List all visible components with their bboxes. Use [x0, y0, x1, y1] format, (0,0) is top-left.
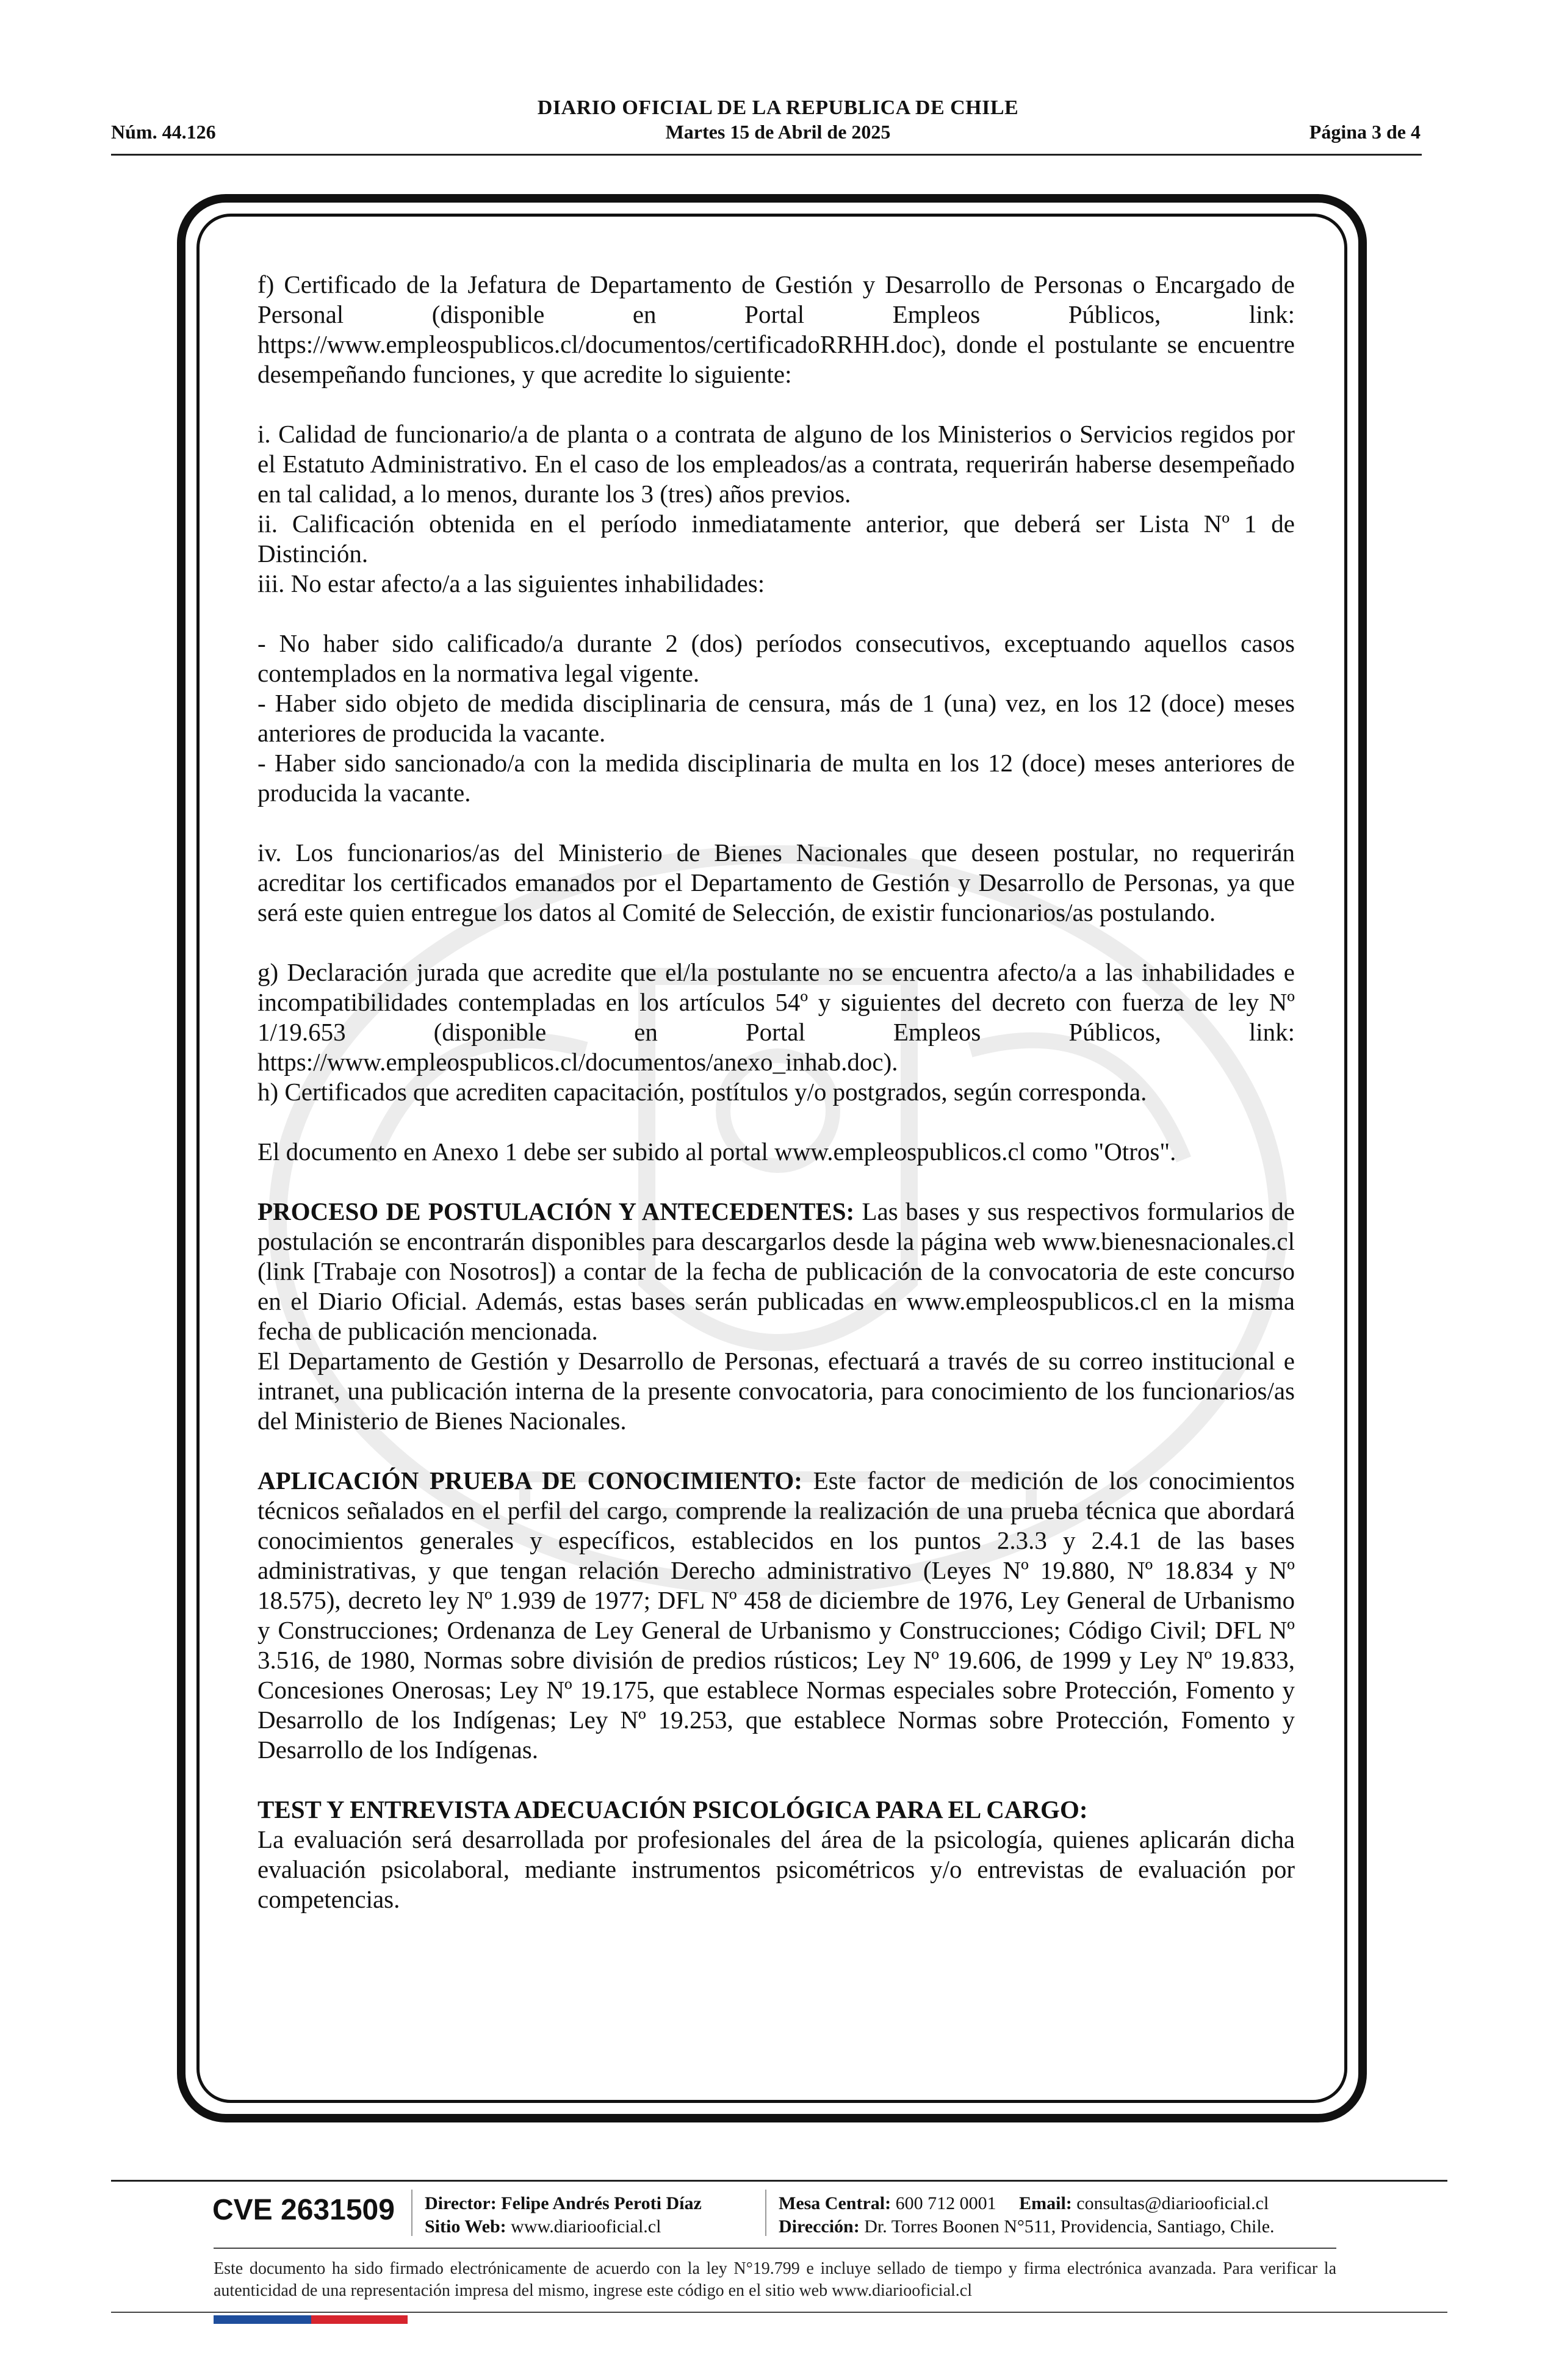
email-label: Email: — [1019, 2193, 1072, 2213]
footer-separator — [765, 2190, 766, 2236]
mesa-phone: 600 712 0001 — [895, 2193, 996, 2213]
email-link[interactable]: consultas@diariooficial.cl — [1076, 2193, 1269, 2213]
flag-stripe-blue — [214, 2315, 311, 2324]
footer-contact-block — [779, 2192, 1275, 2238]
website-label: Sitio Web: — [425, 2216, 506, 2237]
paragraph-i: i. Calidad de funcionario/a de planta o a contrata de alguno de los Ministerios o Servicios regidos por el Estatuto Administrativo. En el caso de los empleados/as a contrata, requerirán haberse desempeñado en tal calidad, a lo menos, durante los 3 (tres) años previos. — [258, 420, 1295, 508]
footer-divider — [111, 2180, 1447, 2182]
section-heading: PROCESO DE POSTULACIÓN Y ANTECEDENTES: — [258, 1197, 855, 1225]
director-label: Director: — [425, 2193, 497, 2213]
website-link[interactable]: www.diariooficial.cl — [511, 2216, 661, 2237]
legal-notice: Este documento ha sido firmado electrónicamente de acuerdo con la ley N°19.799 e incluye sellado de tiempo y firma electrónica avanzada. Para verificar la autenticidad de una representación impresa del mismo, ingrese este código en el sitio web www.diariooficial.cl — [214, 2259, 1336, 2300]
director-name: Felipe Andrés Peroti Díaz — [501, 2193, 702, 2213]
issue-number: Núm. 44.126 — [111, 121, 216, 143]
section-heading: TEST Y ENTREVISTA ADECUACIÓN PSICOLÓGICA PARA EL CARGO: — [258, 1795, 1088, 1823]
section-text: Este factor de medición de los conocimientos técnicos señalados en el perfil del cargo, comprende la realización de una prueba técnica que abordará conocimientos generales y específicos, establecidos en los puntos 2.3.3 y 2.4.1 de las bases administrativas, y que tengan relación Derecho administrativo (Leyes Nº 19.880, Nº 18.834 y Nº 18.575), decreto ley Nº 1.939 de 1977; DFL Nº 458 de diciembre de 1976, Ley General de Urbanismo y Construcciones; Ordenanza de Ley General de Urbanismo y Construcciones; Código Civil; DFL Nº 3.516, de 1980, Normas sobre división de predios rústicos; Ley Nº 19.606, de 1999 y Ley Nº 19.833, Concesiones Onerosas; Ley Nº 19.175, que establece Normas especiales sobre Protección, Fomento y Desarrollo de los Indígenas; Ley Nº 19.253, que establece Normas sobre Protección, Fomento y Desarrollo de los Indígenas. — [258, 1466, 1295, 1764]
section-text: Las bases y sus respectivos formularios de postulación se encontrarán disponibles para descargarlos desde la página web www.bienesnacionales.cl (link [Trabaje con Nosotros]) a contar de la fecha de publicación de la convocatoria de este concurso en el Diario Oficial. Además, estas bases serán publicadas en www.empleospublicos.cl en la misma fecha de publicación mencionada. — [258, 1197, 1295, 1345]
paragraph-f: f) Certificado de la Jefatura de Departamento de Gestión y Desarrollo de Personas o Encargado de Personal (disponible en Portal Empleos Públicos, link: https://www.empleospublicos.cl/documentos/certificadoRRHH.doc), donde el postulante se encuentre desempeñando funciones, y que acredite lo siguiente: — [258, 270, 1295, 388]
paragraph-ii: ii. Calificación obtenida en el período inmediatamente anterior, que deberá ser Lista Nº 1 de Distinción. — [258, 510, 1295, 568]
section-proceso — [258, 1197, 1295, 1346]
paragraph-g: g) Declaración jurada que acredite que el/la postulante no se encuentra afecto/a a las inhabilidades e incompatibilidades contempladas en los artículos 54º y siguientes del decreto con fuerza de ley Nº 1/19.653 (disponible en Portal Empleos Públicos, link: https://www.empleospublicos.cl/documentos/anexo_inhab.doc). — [258, 958, 1295, 1076]
paragraph-proceso-2: El Departamento de Gestión y Desarrollo de Personas, efectuará a través de su correo institucional e intranet, una publicación interna de la presente convocatoria, para conocimiento de los funcionarios/as del Ministerio de Bienes Nacionales. — [258, 1347, 1295, 1435]
header-divider — [111, 154, 1422, 156]
inhabilidad-item: - Haber sido sancionado/a con la medida disciplinaria de multa en los 12 (doce) meses anteriores de producida la vacante. — [258, 749, 1295, 807]
issue-date: Martes 15 de Abril de 2025 — [665, 121, 891, 143]
paragraph-iv: iv. Los funcionarios/as del Ministerio de Bienes Nacionales que deseen postular, no requerirán acreditar los certificados emanados por el Departamento de Gestión y Desarrollo de Personas, ya que será este quien entregue los datos al Comité de Selección, de existir funcionarios/as postulando. — [258, 838, 1295, 926]
paragraph-h: h) Certificados que acrediten capacitación, postítulos y/o postgrados, según corresponda. — [258, 1078, 1147, 1106]
footer-director-block — [425, 2192, 702, 2238]
page-indicator: Página 3 de 4 — [1309, 121, 1421, 143]
section-heading: APLICACIÓN PRUEBA DE CONOCIMIENTO: — [258, 1466, 802, 1495]
footer-inner-divider — [214, 2248, 1336, 2249]
paragraph-iii: iii. No estar afecto/a a las siguientes inhabilidades: — [258, 569, 765, 597]
footer-separator — [411, 2190, 412, 2236]
cve-code: CVE 2631509 — [212, 2194, 395, 2226]
footer-bottom-divider — [111, 2312, 1447, 2313]
document-body — [258, 270, 1295, 1914]
flag-stripe-red — [311, 2315, 408, 2324]
address-label: Dirección: — [779, 2216, 860, 2237]
mesa-label: Mesa Central: — [779, 2193, 891, 2213]
inhabilidad-item: - No haber sido calificado/a durante 2 (dos) períodos consecutivos, exceptuando aquellos casos contemplados en la normativa legal vigente. — [258, 629, 1295, 687]
section-prueba — [258, 1466, 1295, 1765]
newspaper-title: DIARIO OFICIAL DE LA REPUBLICA DE CHILE — [537, 96, 1019, 119]
inhabilidad-item: - Haber sido objeto de medida disciplinaria de censura, más de 1 (una) vez, en los 12 (doce) meses anteriores de producida la vacante. — [258, 689, 1295, 747]
paragraph-anexo: El documento en Anexo 1 debe ser subido al portal www.empleospublicos.cl como "Otros". — [258, 1138, 1176, 1166]
section-text: La evaluación será desarrollada por profesionales del área de la psicología, quienes aplicarán dicha evaluación psicolaboral, mediante instrumentos psicométricos y/o entrevistas de evaluación por competencias. — [258, 1825, 1295, 1913]
address-value: Dr. Torres Boonen N°511, Providencia, Santiago, Chile. — [864, 2216, 1275, 2237]
